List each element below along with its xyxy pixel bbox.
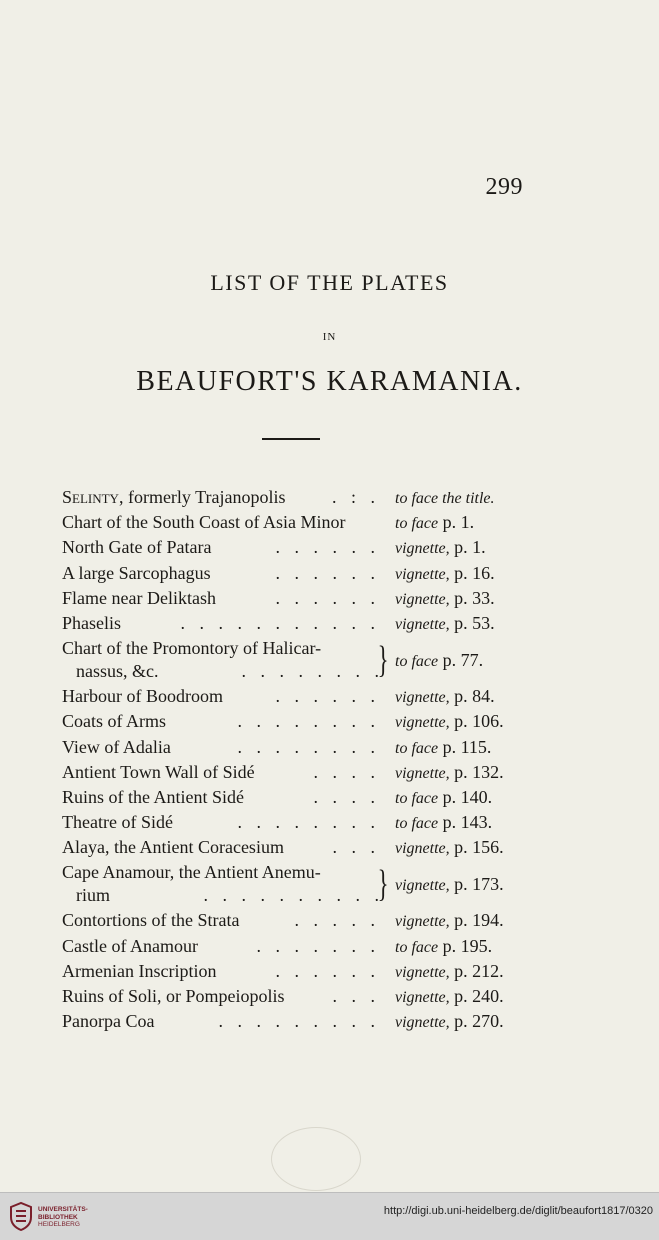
plate-placement — [395, 760, 535, 786]
page-number: 299 — [485, 174, 523, 200]
leader-dots: . . . — [332, 837, 380, 858]
brace-icon: } — [377, 639, 389, 682]
placement-label: vignette, — [395, 989, 450, 1006]
plate-description-continued: rium — [76, 885, 110, 906]
title-divider — [262, 438, 320, 440]
title-line-2: IN — [322, 331, 337, 343]
plate-description: Ruins of Soli, or Pompeiopolis — [62, 986, 285, 1006]
brace-icon: } — [377, 863, 389, 906]
placement-label: to face — [395, 938, 439, 956]
plate-description: Harbour of Boodroom — [62, 686, 223, 707]
logo-line-2: BIBLIOTHEK — [38, 1213, 78, 1221]
leader-dots: . . . . . — [294, 910, 380, 931]
plate-entry — [62, 934, 532, 959]
plate-placement — [395, 709, 535, 735]
title-line-1: LIST OF THE PLATES — [210, 270, 449, 295]
plate-page: p. 270. — [454, 1011, 504, 1032]
plate-entry — [62, 535, 532, 560]
placement-label: to face — [395, 815, 439, 833]
plate-placement — [395, 485, 535, 511]
placement-label: vignette, — [395, 1014, 450, 1032]
leader-dots: . : . — [331, 487, 380, 507]
plate-description: Cape Anamour, the Antient Anemu- — [62, 862, 321, 883]
plate-page: p. 16. — [454, 562, 495, 583]
leader-dots: . . . . . . — [275, 960, 380, 981]
placement-label: vignette, — [395, 764, 450, 782]
plate-description-smallcaps: Selinty, — [62, 487, 124, 507]
placement-label: vignette, — [395, 565, 450, 583]
university-library-logo-icon — [8, 1201, 34, 1231]
leader-dots: . . . . . . . . . — [218, 1011, 380, 1032]
plate-page: p. 84. — [454, 686, 495, 707]
plate-entry — [62, 959, 532, 984]
plate-entry — [62, 586, 532, 611]
plate-entry — [62, 684, 532, 709]
placement-label: to face the title. — [395, 490, 495, 507]
placement-label: vignette, — [395, 615, 450, 633]
plate-placement — [395, 611, 535, 637]
plate-description: Armenian Inscription — [62, 960, 217, 981]
plate-placement — [395, 586, 535, 612]
plate-page: p. 53. — [454, 612, 495, 633]
plate-entry — [62, 636, 532, 684]
leader-dots: . . . . . . — [275, 562, 380, 583]
library-stamp — [271, 1127, 361, 1191]
plate-entry — [62, 510, 532, 535]
placement-label: vignette, — [395, 963, 450, 981]
plate-page: p. 173. — [454, 874, 504, 895]
footer-bar — [0, 1192, 659, 1240]
plate-page: p. 156. — [454, 837, 504, 858]
plate-placement — [395, 684, 535, 710]
plate-placement — [395, 984, 535, 1010]
placement-label: vignette, — [395, 540, 450, 558]
plate-placement — [395, 510, 535, 536]
placement-label: vignette, — [395, 913, 450, 931]
plate-description: Coats of Arms — [62, 711, 167, 732]
placement-label: vignette, — [395, 840, 450, 858]
plate-placement — [395, 1009, 535, 1035]
plate-entry — [62, 810, 532, 835]
plate-entry — [62, 785, 532, 810]
plate-page: p. 194. — [454, 910, 504, 931]
leader-dots: . . . . . . . . — [237, 812, 380, 833]
plate-description: Castle of Anamour — [62, 935, 198, 956]
plate-entry — [62, 1009, 532, 1034]
placement-label: to face — [395, 739, 439, 757]
plate-placement — [395, 810, 535, 836]
plate-description: Phaselis — [62, 612, 122, 633]
leader-dots: . . . . — [313, 761, 380, 782]
plate-placement — [395, 785, 535, 811]
plate-entry — [62, 709, 532, 734]
plate-description: Ruins of the Antient Sidé — [62, 786, 244, 807]
leader-dots: . . . . . . — [275, 537, 380, 558]
plate-page: p. 1. — [442, 512, 475, 533]
plate-description: Flame near Deliktash — [62, 587, 216, 608]
plate-placement — [395, 908, 535, 934]
plate-placement — [395, 835, 535, 861]
plate-entry — [62, 485, 532, 510]
plate-description: Antient Town Wall of Sidé — [62, 761, 255, 782]
leader-dots: . . . — [332, 986, 380, 1006]
plate-placement — [395, 535, 535, 561]
plate-page: p. 1. — [454, 537, 486, 558]
leader-dots: . . . . — [313, 786, 380, 807]
placement-label: vignette, — [395, 714, 450, 732]
plate-page: p. 115. — [442, 736, 492, 757]
plate-page: p. 140. — [442, 786, 493, 807]
plate-placement — [395, 735, 535, 761]
permalink-url[interactable]: http://digi.ub.uni-heidelberg.de/diglit/beaufort1817/0320 — [383, 1205, 653, 1217]
leader-dots: . . . . . . — [275, 587, 380, 608]
logo-line-3: HEIDELBERG — [38, 1221, 80, 1228]
plate-description: A large Sarcophagus — [62, 562, 211, 583]
plate-description: Alaya, the Antient Coracesium — [62, 837, 284, 858]
plate-placement — [395, 561, 535, 587]
leader-dots: . . . . . . . . — [241, 661, 384, 682]
leader-dots: . . . . . . . — [256, 935, 380, 956]
plate-description: Chart of the Promontory of Halicar- — [62, 638, 322, 659]
plate-page: p. 106. — [454, 711, 504, 732]
leader-dots: . . . . . . . . — [237, 711, 380, 732]
plate-page: p. 33. — [454, 587, 495, 608]
logo-line-1: UNIVERSITÄTS- — [38, 1206, 88, 1213]
plate-page: p. 195. — [442, 935, 493, 956]
plate-entry — [62, 760, 532, 785]
plate-entry — [62, 835, 532, 860]
plate-entry — [62, 735, 532, 760]
plate-placement — [395, 648, 535, 674]
plate-entry — [62, 908, 532, 933]
plate-placement — [395, 872, 535, 898]
plate-page: p. 212. — [454, 960, 504, 981]
plate-description: Panorpa Coa — [62, 1011, 155, 1032]
plate-placement — [395, 959, 535, 985]
leader-dots: . . . . . . . . — [237, 736, 380, 757]
plate-description-continued: nassus, &c. — [76, 661, 159, 682]
placement-label: vignette, — [395, 590, 450, 608]
placement-label: to face — [395, 515, 439, 533]
plate-description-rest: formerly Trajanopolis — [123, 487, 286, 507]
placement-label: to face — [395, 789, 439, 807]
plate-description: North Gate of Patara — [62, 537, 212, 558]
plate-description: Chart of the South Coast of Asia Minor — [62, 512, 346, 533]
plate-description: Contortions of the Strata — [62, 910, 240, 931]
placement-label: vignette, — [395, 689, 450, 707]
leader-dots: . . . . . . — [275, 686, 380, 707]
plates-list — [62, 485, 532, 1034]
title-line-3: BEAUFORT'S KARAMANIA. — [136, 366, 523, 397]
placement-label: to face — [395, 653, 439, 671]
plate-page: p. 132. — [454, 761, 504, 782]
plate-page: p. 240. — [454, 986, 504, 1006]
plate-entry — [62, 561, 532, 586]
plate-entry — [62, 984, 532, 1009]
leader-dots: . . . . . . . . . . — [203, 885, 384, 906]
plate-entry — [62, 860, 532, 908]
plate-page: p. 143. — [442, 812, 493, 833]
leader-dots: . . . . . . . . . . . — [180, 612, 380, 633]
placement-label: vignette, — [395, 877, 450, 895]
plate-description: Theatre of Sidé — [62, 812, 173, 833]
plate-page: p. 77. — [442, 650, 484, 671]
plate-description: View of Adalia — [62, 736, 171, 757]
plate-placement — [395, 934, 535, 960]
library-logo-text — [38, 1206, 88, 1229]
plate-entry — [62, 611, 532, 636]
